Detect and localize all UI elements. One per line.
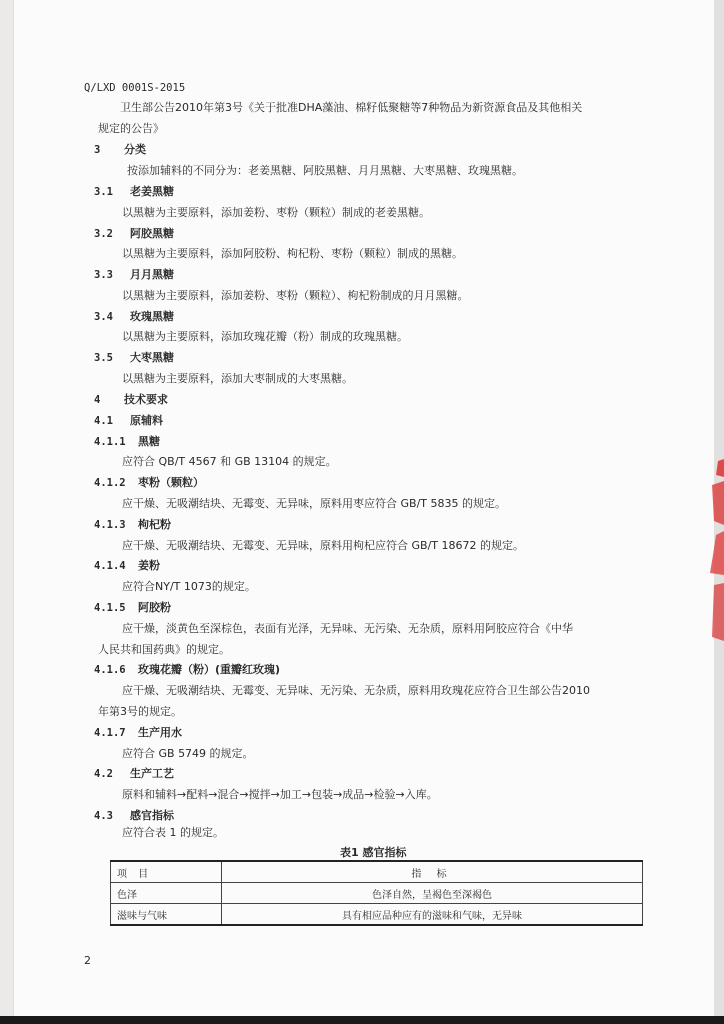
section-title: 感官指标 <box>130 809 174 822</box>
scan-bottom-edge <box>0 1016 724 1024</box>
section-title: 原辅料 <box>130 414 163 427</box>
section-number: 4.1.2 <box>94 477 126 489</box>
section-number: 4.3 <box>94 810 113 822</box>
section-title: 玫瑰花瓣（粉）(重瓣红玫瑰) <box>138 663 281 676</box>
table-row <box>111 904 643 926</box>
seal-stamp-icon <box>704 455 724 645</box>
section-title: 老姜黑糖 <box>130 185 174 198</box>
section-number: 3 <box>94 144 101 156</box>
section-title: 生产工艺 <box>130 767 174 780</box>
section-number: 3.1 <box>94 186 113 198</box>
table-row <box>111 883 643 904</box>
section-4-1-5-heading <box>94 601 171 615</box>
section-number: 4.1.4 <box>94 560 126 572</box>
section-4-1-3-heading <box>94 518 171 532</box>
reference-line-1: 卫生部公告2010年第3号《关于批准DHA藻油、棉籽低聚糖等7种物品为新资源食品及其他相关 <box>120 101 583 114</box>
section-4-1-heading <box>94 414 163 428</box>
section-title: 生产用水 <box>138 726 182 739</box>
section-title: 姜粉 <box>138 559 160 572</box>
table-title: 表1 感官指标 <box>340 846 407 859</box>
section-4-1-1-heading <box>94 435 160 449</box>
section-number: 4 <box>94 394 101 406</box>
section-3-5-text: 以黑糖为主要原料，添加大枣制成的大枣黑糖。 <box>122 372 353 385</box>
section-number: 4.1.5 <box>94 602 126 614</box>
section-4-3-text: 应符合表 1 的规定。 <box>122 826 224 839</box>
section-3-4-heading <box>94 310 174 324</box>
table-cell: 具有相应品种应有的滋味和气味，无异味 <box>222 904 643 926</box>
section-title: 阿胶粉 <box>138 601 171 614</box>
section-number: 3.2 <box>94 228 113 240</box>
section-4-1-2-text: 应干燥、无吸潮结块、无霉变、无异味，原料用枣应符合 GB/T 5835 的规定。 <box>122 497 506 510</box>
section-title: 枣粉（颗粒） <box>138 476 204 489</box>
section-3-1-heading <box>94 185 174 199</box>
section-title: 大枣黑糖 <box>130 351 174 364</box>
section-4-1-5-text-2: 人民共和国药典》的规定。 <box>98 643 230 656</box>
table-cell: 色泽 <box>111 883 222 904</box>
section-number: 4.1.3 <box>94 519 126 531</box>
section-4-1-1-text: 应符合 QB/T 4567 和 GB 13104 的规定。 <box>122 455 337 468</box>
section-title: 黑糖 <box>138 435 160 448</box>
section-title: 阿胶黑糖 <box>130 227 174 240</box>
section-title: 月月黑糖 <box>130 268 174 281</box>
section-4-1-6-text-1: 应干燥、无吸潮结块、无霉变、无异味、无污染、无杂质，原料用玫瑰花应符合卫生部公告2010 <box>122 684 590 697</box>
section-number: 4.2 <box>94 768 113 780</box>
section-3-4-text: 以黑糖为主要原料，添加玫瑰花瓣（粉）制成的玫瑰黑糖。 <box>122 330 408 343</box>
section-number: 4.1.1 <box>94 436 126 448</box>
section-title: 枸杞粉 <box>138 518 171 531</box>
section-title: 玫瑰黑糖 <box>130 310 174 323</box>
section-3-2-heading <box>94 227 174 241</box>
page-number: 2 <box>84 954 91 967</box>
section-4-1-6-heading <box>94 663 280 677</box>
section-number: 3.3 <box>94 269 113 281</box>
document-code: Q/LXD 0001S-2015 <box>84 82 186 94</box>
section-4-1-4-heading <box>94 559 160 573</box>
section-3-heading <box>94 143 146 157</box>
table-cell: 色泽自然，呈褐色至深褐色 <box>222 883 643 904</box>
section-number: 4.1.7 <box>94 727 126 739</box>
section-4-heading <box>94 393 168 407</box>
section-4-2-text: 原料和辅料→配料→混合→搅拌→加工→包装→成品→检验→入库。 <box>122 788 438 801</box>
section-4-2-heading <box>94 767 174 781</box>
table-cell: 滋味与气味 <box>111 904 222 926</box>
section-4-1-7-text: 应符合 GB 5749 的规定。 <box>122 747 254 760</box>
section-number: 3.5 <box>94 352 113 364</box>
table-header-row <box>111 861 643 883</box>
sensory-index-table <box>110 860 643 926</box>
section-4-1-5-text-1: 应干燥，淡黄色至深棕色，表面有光泽，无异味、无污染、无杂质，原料用阿胶应符合《中华 <box>122 622 573 635</box>
section-4-1-2-heading <box>94 476 204 490</box>
section-4-1-6-text-2: 年第3号的规定。 <box>98 705 182 718</box>
column-header-item: 项 目 <box>111 861 222 883</box>
section-3-1-text: 以黑糖为主要原料，添加姜粉、枣粉（颗粒）制成的老姜黑糖。 <box>122 206 430 219</box>
section-3-3-heading <box>94 268 174 282</box>
section-4-1-4-text: 应符合NY/T 1073的规定。 <box>122 580 256 593</box>
section-number: 4.1.6 <box>94 664 126 676</box>
section-3-3-text: 以黑糖为主要原料，添加姜粉、枣粉（颗粒）、枸杞粉制成的月月黑糖。 <box>122 289 469 302</box>
section-number: 3.4 <box>94 311 113 323</box>
section-4-3-heading <box>94 809 174 823</box>
section-title: 技术要求 <box>124 393 168 406</box>
section-4-1-3-text: 应干燥、无吸潮结块、无霉变、无异味，原料用枸杞应符合 GB/T 18672 的规定。 <box>122 539 524 552</box>
section-number: 4.1 <box>94 415 113 427</box>
section-title: 分类 <box>124 143 146 156</box>
section-3-text: 按添加辅料的不同分为：老姜黑糖、阿胶黑糖、月月黑糖、大枣黑糖、玫瑰黑糖。 <box>127 164 523 177</box>
reference-line-2: 规定的公告》 <box>98 122 164 135</box>
section-3-5-heading <box>94 351 174 365</box>
section-4-1-7-heading <box>94 726 182 740</box>
column-header-index: 指 标 <box>222 861 643 883</box>
section-3-2-text: 以黑糖为主要原料，添加阿胶粉、枸杞粉、枣粉（颗粒）制成的黑糖。 <box>122 247 463 260</box>
